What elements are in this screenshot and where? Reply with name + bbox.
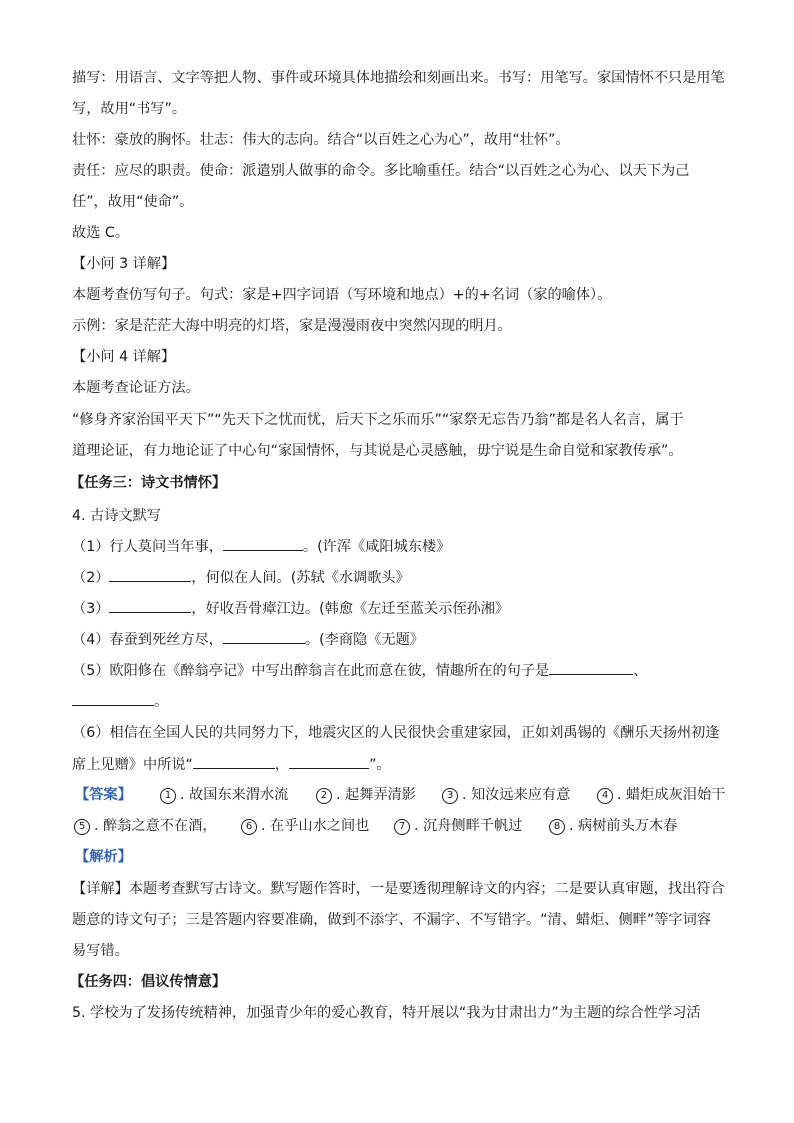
question-item: （5）欧阳修在《醉翁亭记》中写出醉翁言在此而意在彼，情趣所在的句子是 、 [72,660,647,681]
answer-blank [289,754,369,769]
answer-blank [223,536,303,551]
answer-blank [549,660,633,675]
question-item: （2） ，何似在人间。(苏轼《水调歌头》 [72,567,410,588]
question-item: （3） ，好收吾骨瘴江边。(韩愈《左迁至蓝关示侄孙湘》 [72,598,509,619]
answer-item: 2 . 起舞弄清影 [316,785,416,805]
question-title: 4. 古诗文默写 [72,508,161,524]
text-line: 任”，故用“使命”。 [72,194,194,210]
text-line: 壮怀：豪放的胸怀。壮志：伟大的志向。结合“以百姓之心为心”，故用“壮怀”。 [72,132,570,148]
answer-blank [223,629,305,644]
answer-blank [109,567,191,582]
text-line: 题意的诗文句子；三是答题内容要准确，做到不添字、不漏字、不写错字。“清、蜡炬、侧畔”等字词容 [72,912,711,928]
section-heading: 【小问 4 详解】 [72,349,176,365]
text-line: 【详解】本题考查默写古诗文。默写题作答时，一是要透彻理解诗文的内容；二是要认真审题，找出符合 [72,881,725,897]
answer-item: 5 . 醉翁之意不在酒， [74,816,217,836]
answer-item: 6 . 在乎山水之间也 [241,816,369,836]
text-line: 描写：用语言、文字等把人物、事件或环境具体地描绘和刻画出来。书写：用笔写。家国情怀不只是用笔 [72,70,725,86]
task-heading: 【任务四：倡议传情意】 [70,974,227,990]
answer-item: 7 . 沉舟侧畔千帆过 [394,816,522,836]
answer-blank [72,691,154,706]
text-line: 写，故用“书写”。 [72,101,187,117]
answer-item: 4 . 蜡炬成灰泪始干 [597,785,725,805]
answer-tag: 【答案】 [75,787,132,803]
text-line: 本题考查论证方法。 [72,380,200,396]
text-line: 责任：应尽的职责。使命：派遣别人做事的命令。多比喻重任。结合“以百姓之心为心、以天下为己 [72,163,690,179]
question-title: 5. 学校为了发扬传统精神，加强青少年的爱心教育，特开展以“我为甘肃出力”为主题的综合性学习活 [72,1005,701,1021]
section-heading: 【小问 3 详解】 [72,256,176,272]
answer-item: 1 . 故国东来渭水流 [160,785,288,805]
text-line: 故选 C。 [72,225,129,241]
question-item-cont: 。 [72,691,168,712]
text-line: 示例：家是茫茫大海中明亮的灯塔，家是漫漫雨夜中突然闪现的明月。 [72,318,512,334]
answer-blank [109,598,191,613]
question-item: （4）春蚕到死丝方尽， 。(李商隐《无题》 [72,629,424,650]
text-line: “修身齐家治国平天下”“先天下之忧而忧，后天下之乐而乐”“家祭无忘告乃翁”都是名人名言，属于 [72,412,684,428]
answer-item: 8 . 病树前头万木春 [549,816,677,836]
text-line: 道理论证，有力地论证了中心句“家国情怀，与其说是心灵感触，毋宁说是生命自觉和家教传承”。 [72,443,683,459]
answer-item: 3 . 知汝远来应有意 [442,785,570,805]
question-item: （1）行人莫问当年事， 。(许浑《咸阳城东楼》 [72,536,450,557]
question-item: （6）相信在全国人民的共同努力下，地震灾区的人民很快会重建家园，正如刘禹锡的《酬乐天扬州初逢 [72,725,720,741]
text-line: 易写错。 [72,943,129,959]
answer-blank [193,754,275,769]
text-line: 本题考查仿写句子。句式：家是+四字词语（写环境和地点）+的+名词（家的喻体）。 [72,287,612,303]
task-heading: 【任务三：诗文书情怀】 [70,475,227,491]
analysis-tag: 【解析】 [75,849,132,865]
question-item-cont: 席上见赠》中所说“ ， ”。 [72,754,391,775]
